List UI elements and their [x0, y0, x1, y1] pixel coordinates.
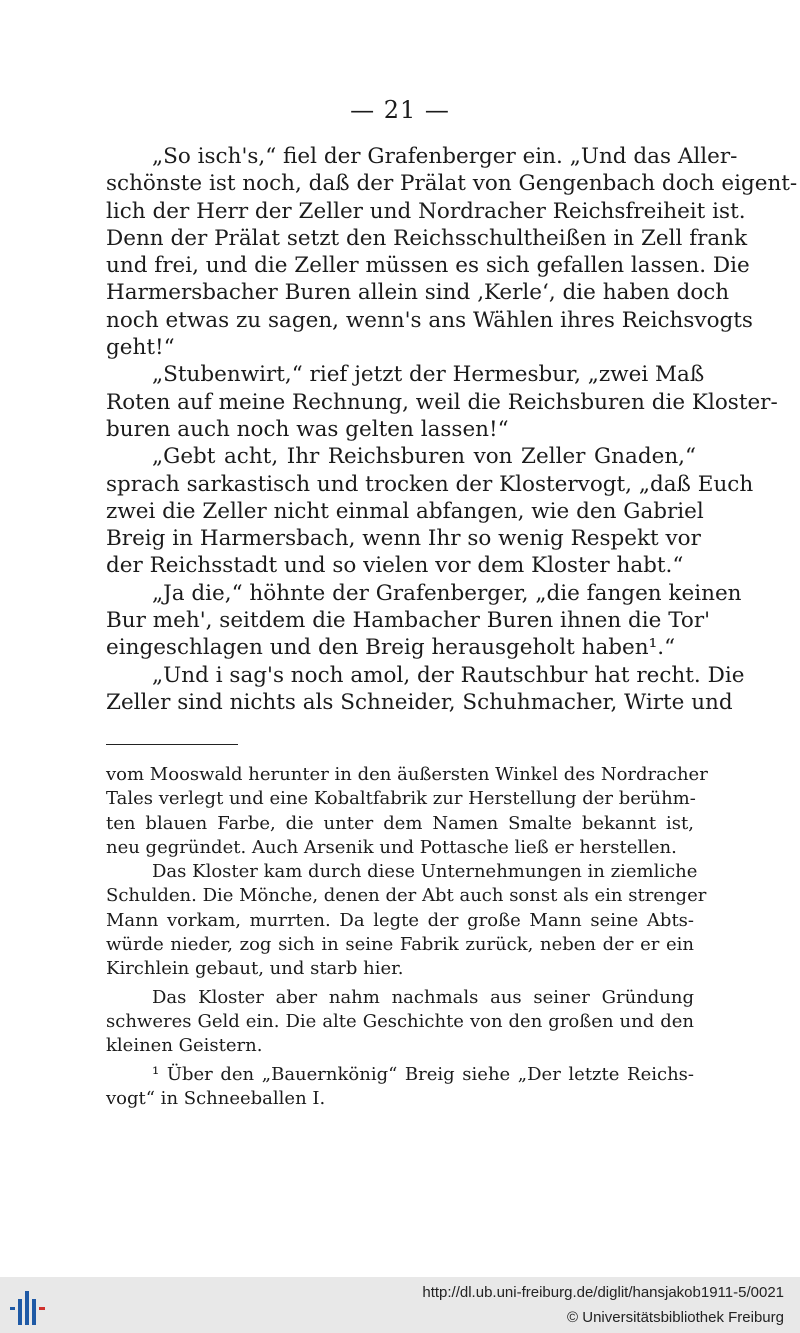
note-line: schweres Geld ein. Die alte Geschichte von den großen und den [106, 1010, 694, 1032]
note-line: Mann vorkam, murrten. Da legte der große Mann seine Abts- [106, 909, 694, 931]
body-line: „Stubenwirt,“ rief jetzt der Hermesbur, „zwei Maß [152, 362, 705, 388]
footnotes [106, 763, 708, 1111]
ub-freiburg-logo-icon[interactable] [8, 1287, 52, 1327]
body-line: der Reichsstadt und so vielen vor dem Kloster habt.“ [106, 553, 684, 579]
note-line: Das Kloster kam durch diese Unternehmungen in ziemliche [152, 861, 698, 883]
note-line: Das Kloster aber nahm nachmals aus seiner Gründung [152, 986, 694, 1008]
note-line: ten blauen Farbe, die unter dem Namen Smalte bekannt ist, [106, 812, 694, 834]
body-line: „So isch's,“ fiel der Grafenberger ein. „Und das Aller- [152, 144, 738, 169]
body-line: lich der Herr der Zeller und Nordracher Reichsfreiheit ist. [106, 198, 746, 224]
body-line: sprach sarkastisch und trocken der Klostervogt, „daß Euch [106, 471, 754, 497]
body-line: Denn der Prälat setzt den Reichsschultheißen in Zell frank [106, 225, 748, 251]
footnote-divider [106, 744, 238, 745]
copyright-notice: © Universitätsbibliothek Freiburg [567, 1309, 784, 1326]
body-line: schönste ist noch, daß der Prälat von Gengenbach doch eigent- [106, 171, 798, 197]
note-line: Tales verlegt und eine Kobaltfabrik zur Herstellung der berühm- [106, 788, 696, 810]
body-line: buren auch noch was gelten lassen!“ [106, 416, 509, 442]
note-line: würde nieder, zog sich in seine Fabrik zurück, neben der er ein [106, 934, 694, 956]
note-line: Schulden. Die Mönche, denen der Abt auch sonst als ein strenger [106, 885, 707, 907]
note-line: Kirchlein gebaut, und starb hier. [106, 958, 404, 980]
note-line: kleinen Geistern. [106, 1035, 263, 1057]
body-line: und frei, und die Zeller müssen es sich gefallen lassen. Die [106, 253, 750, 279]
body-line: „Und i sag's noch amol, der Rautschbur hat recht. Die [152, 662, 745, 688]
body-line: Roten auf meine Rechnung, weil die Reichsburen die Kloster- [106, 389, 778, 415]
body-line: Breig in Harmersbach, wenn Ihr so wenig Respekt vor [106, 526, 701, 552]
note-line: neu gegründet. Auch Arsenik und Pottasche ließ er herstellen. [106, 836, 677, 858]
body-text [106, 143, 798, 716]
body-line: eingeschlagen und den Breig herausgeholt haben¹.“ [106, 635, 676, 661]
body-line: Zeller sind nichts als Schneider, Schuhmacher, Wirte und [106, 689, 733, 715]
body-line: Bur meh', seitdem die Hambacher Buren ihnen die Tor' [106, 608, 711, 634]
body-line: „Gebt acht, Ihr Reichsburen von Zeller Gnaden,“ [152, 444, 696, 470]
viewer-footer [0, 1277, 800, 1333]
body-line: zwei die Zeller nicht einmal abfangen, wie den Gabriel [106, 498, 704, 524]
body-line: noch etwas zu sagen, wenn's ans Wählen ihres Reichsvogts [106, 307, 753, 333]
body-line: geht!“ [106, 335, 175, 361]
note-line: vom Mooswald herunter in den äußersten Winkel des Nordracher [106, 764, 708, 785]
body-line: Harmersbacher Buren allein sind ‚Kerle‘, die haben doch [106, 280, 730, 306]
source-url-link[interactable]: http://dl.ub.uni-freiburg.de/diglit/hansjakob1911-5/0021 [422, 1284, 784, 1301]
body-line: „Ja die,“ höhnte der Grafenberger, „die fangen keinen [152, 580, 742, 606]
note-line: vogt“ in Schneeballen I. [106, 1087, 326, 1109]
footnote-1: ¹ Über den „Bauernkönig“ Breig siehe „Der letzte Reichs- [152, 1063, 694, 1085]
page-number: — 21 — [350, 96, 450, 124]
